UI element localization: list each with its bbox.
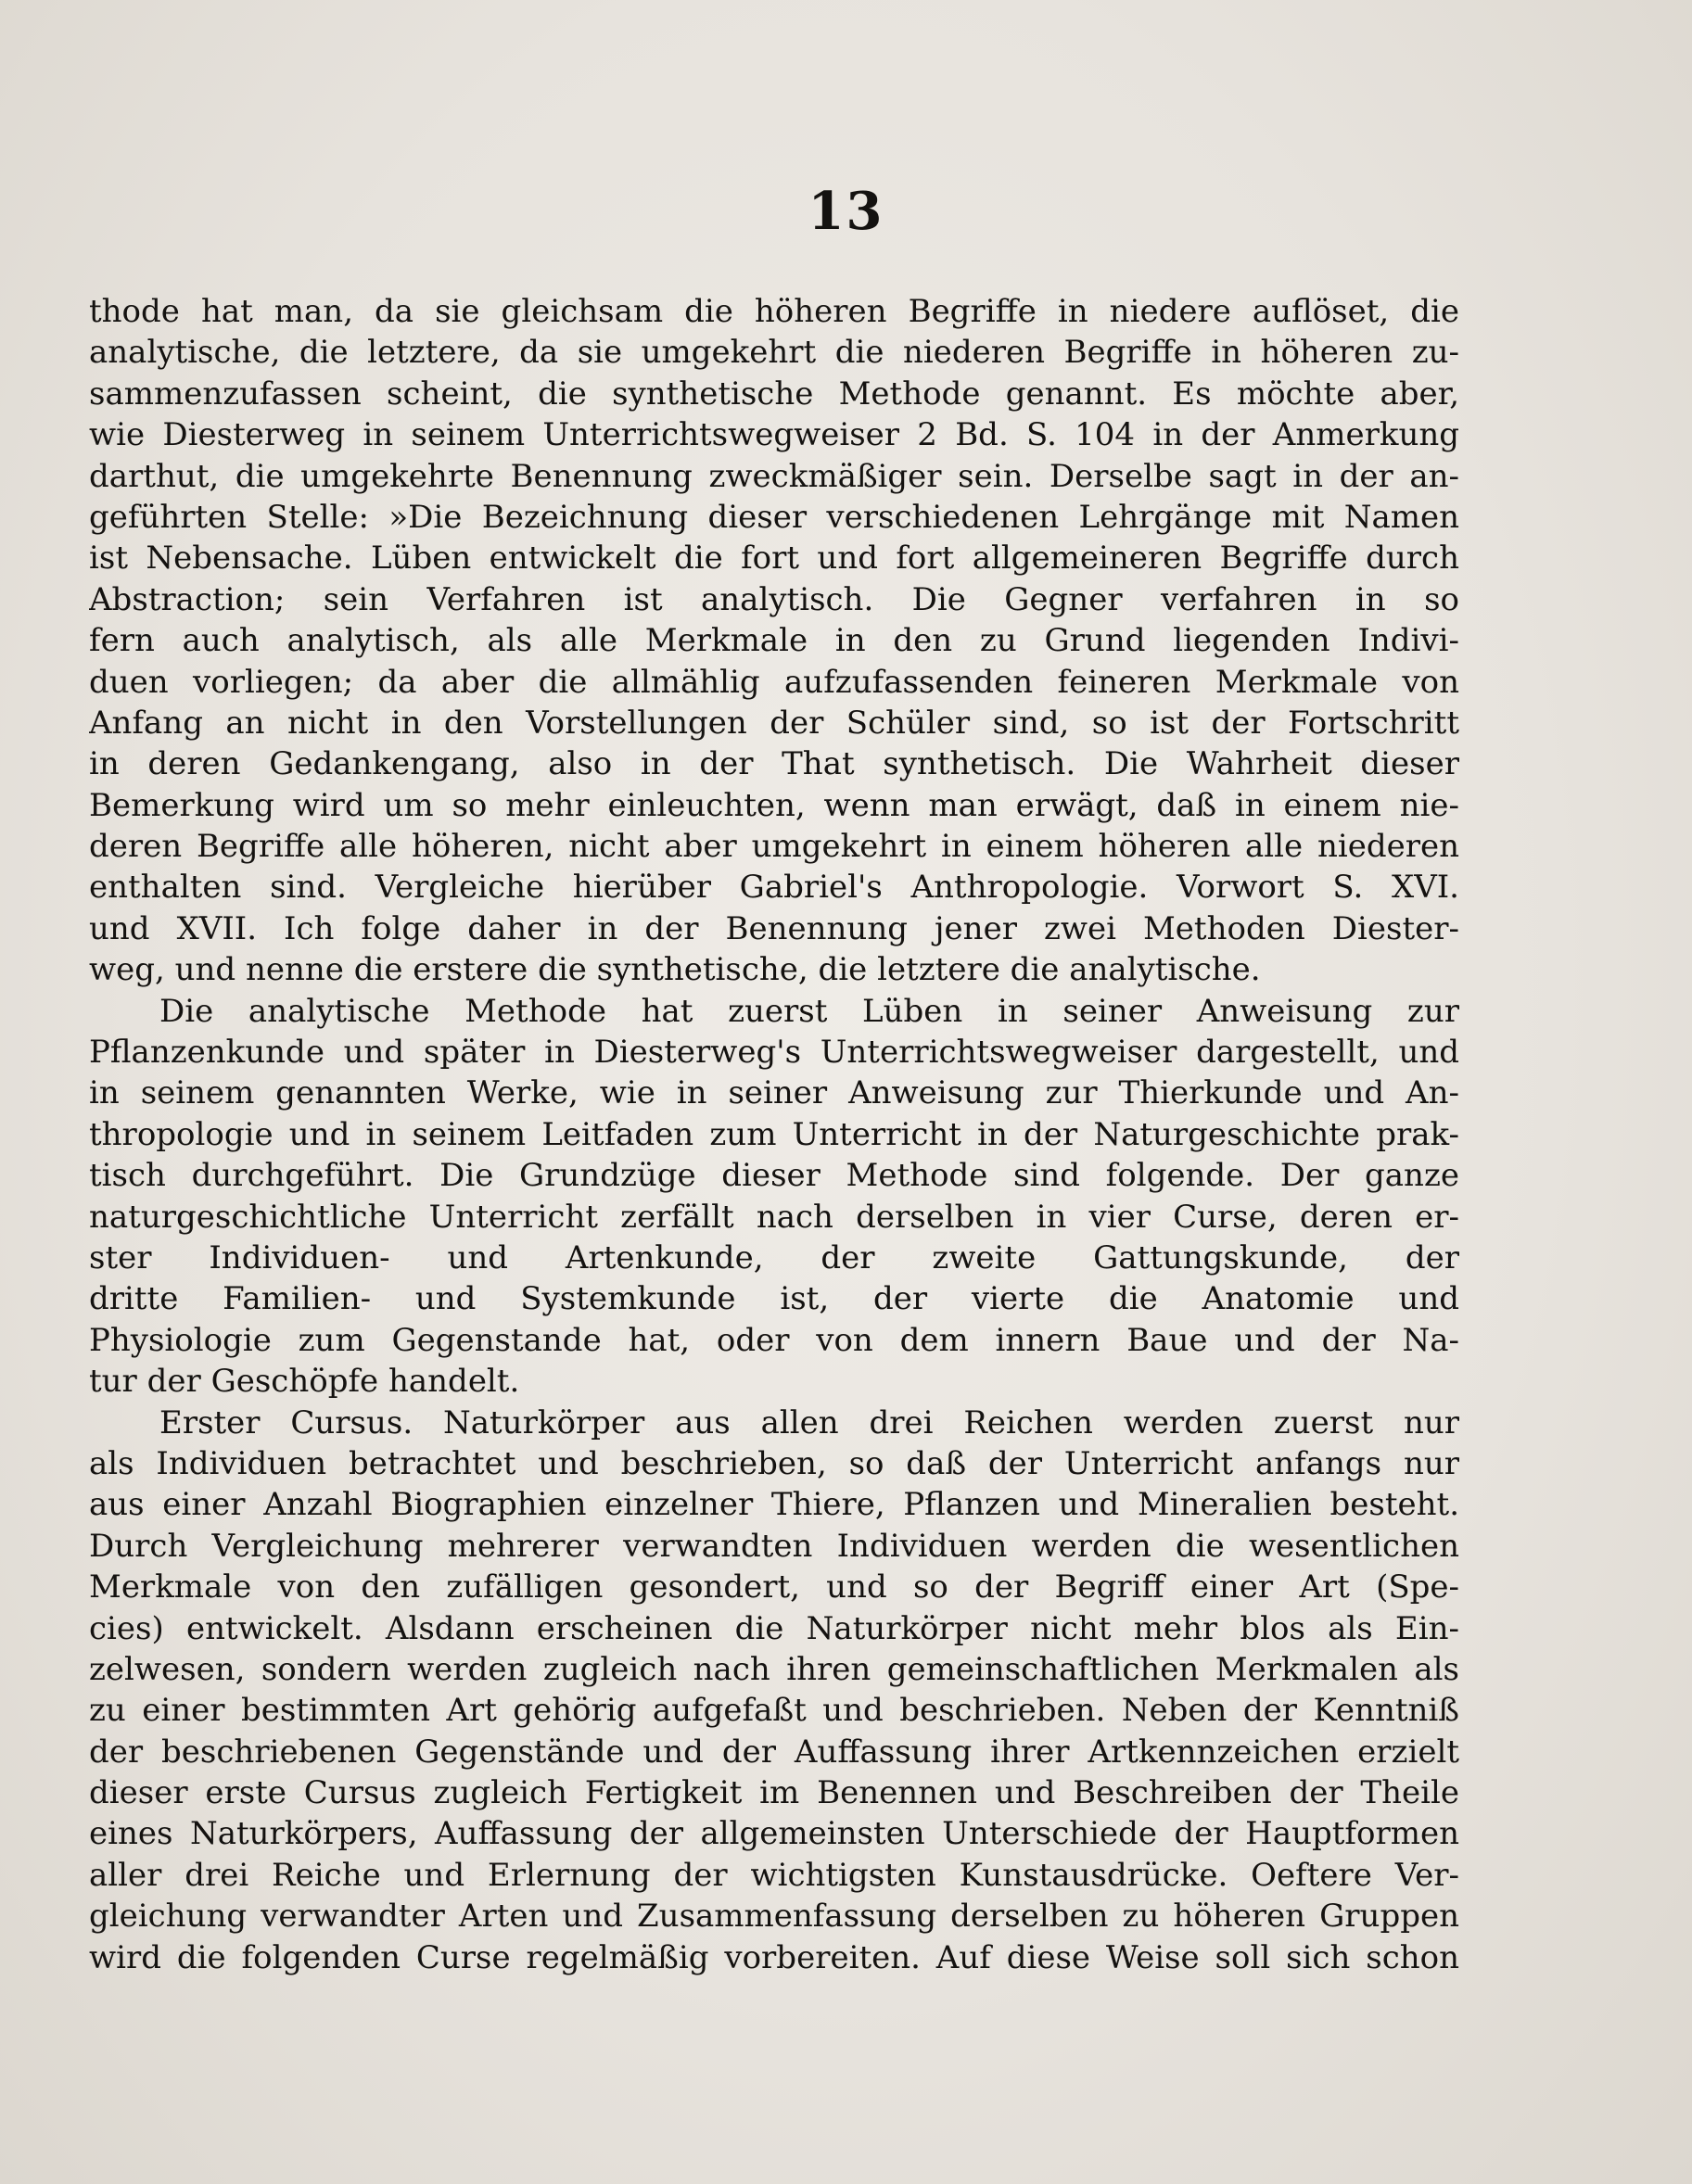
- text-line: wie Diesterweg in seinem Unterrichtswegweiser 2 Bd. S. 104 in der Anmerkung: [89, 416, 1459, 454]
- text-line: dieser erste Cursus zugleich Fertigkeit im Benennen und Beschreiben der Theile: [89, 1774, 1459, 1812]
- text-line: deren Begriffe alle höheren, nicht aber umgekehrt in einem höheren alle niederen: [89, 828, 1459, 866]
- text-line: Merkmale von den zufälligen gesondert, und so der Begriff einer Art (Spe-: [89, 1568, 1459, 1606]
- text-line: aller drei Reiche und Erlernung der wichtigsten Kunstausdrücke. Oeftere Ver-: [89, 1856, 1459, 1894]
- text-line: Abstraction; sein Verfahren ist analytisch. Die Gegner verfahren in so: [89, 580, 1459, 618]
- text-line: Physiologie zum Gegenstande hat, oder von dem innern Baue und der Na-: [89, 1321, 1459, 1359]
- text-line: ster Individuen- und Artenkunde, der zweite Gattungskunde, der: [89, 1238, 1459, 1276]
- text-line: dritte Familien- und Systemkunde ist, der vierte die Anatomie und: [89, 1280, 1459, 1318]
- text-line: enthalten sind. Vergleiche hierüber Gabriel's Anthropologie. Vorwort S. XVI.: [89, 869, 1459, 907]
- text-line: weg, und nenne die erstere die synthetische, die letztere die analytische.: [89, 951, 1261, 989]
- text-line: sammenzufassen scheint, die synthetische Methode genannt. Es möchte aber,: [89, 375, 1459, 413]
- text-line: thropologie und in seinem Leitfaden zum Unterricht in der Naturgeschichte prak-: [89, 1115, 1459, 1153]
- text-line: Erster Cursus. Naturkörper aus allen drei Reichen werden zuerst nur: [159, 1403, 1459, 1441]
- text-line: Pflanzenkunde und später in Diesterweg's Unterrichtswegweiser dargestellt, und: [89, 1034, 1459, 1072]
- text-line: duen vorliegen; da aber die allmählig aufzufassenden feineren Merkmale von: [89, 663, 1459, 701]
- text-line: gleichung verwandter Arten und Zusammenfassung derselben zu höheren Gruppen: [89, 1898, 1459, 1936]
- text-line: der beschriebenen Gegenstände und der Auffassung ihrer Artkennzeichen erzielt: [89, 1733, 1459, 1771]
- text-line: in seinem genannten Werke, wie in seiner Anweisung zur Thierkunde und An-: [89, 1074, 1459, 1112]
- text-line: thode hat man, da sie gleichsam die höheren Begriffe in niedere auflöset, die: [89, 293, 1459, 330]
- text-line: zu einer bestimmten Art gehörig aufgefaßt und beschrieben. Neben der Kenntniß: [89, 1692, 1459, 1730]
- text-line: tisch durchgeführt. Die Grundzüge dieser Methode sind folgende. Der ganze: [89, 1157, 1459, 1195]
- text-line: Die analytische Methode hat zuerst Lüben in seiner Anweisung zur: [159, 992, 1459, 1030]
- text-line: aus einer Anzahl Biographien einzelner Thiere, Pflanzen und Mineralien besteht.: [89, 1486, 1459, 1524]
- text-line: cies) entwickelt. Alsdann erscheinen die Naturkörper nicht mehr blos als Ein-: [89, 1609, 1459, 1647]
- text-line: in deren Gedankengang, also in der That synthetisch. Die Wahrheit dieser: [89, 745, 1459, 783]
- text-line: analytische, die letztere, da sie umgekehrt die niederen Begriffe in höheren zu-: [89, 334, 1459, 372]
- text-line: darthut, die umgekehrte Benennung zweckmäßiger sein. Derselbe sagt in der an-: [89, 457, 1459, 495]
- page-number: 13: [808, 181, 884, 242]
- text-line: Durch Vergleichung mehrerer verwandten Individuen werden die wesentlichen: [89, 1527, 1459, 1565]
- text-line: Bemerkung wird um so mehr einleuchten, wenn man erwägt, daß in einem nie-: [89, 786, 1459, 824]
- text-line: geführten Stelle: »Die Bezeichnung dieser verschiedenen Lehrgänge mit Namen: [89, 498, 1459, 536]
- text-line: zelwesen, sondern werden zugleich nach ihren gemeinschaftlichen Merkmalen als: [89, 1650, 1459, 1688]
- text-line: und XVII. Ich folge daher in der Benennung jener zwei Methoden Diester-: [89, 909, 1459, 947]
- text-line: Anfang an nicht in den Vorstellungen der Schüler sind, so ist der Fortschritt: [89, 704, 1459, 742]
- text-line: fern auch analytisch, als alle Merkmale in den zu Grund liegenden Indivi-: [89, 622, 1459, 660]
- text-line: tur der Geschöpfe handelt.: [89, 1363, 520, 1401]
- text-line: eines Naturkörpers, Auffassung der allgemeinsten Unterschiede der Hauptformen: [89, 1815, 1459, 1853]
- text-line: wird die folgenden Curse regelmäßig vorbereiten. Auf diese Weise soll sich schon: [89, 1938, 1459, 1976]
- text-line: als Individuen betrachtet und beschrieben, so daß der Unterricht anfangs nur: [89, 1444, 1459, 1482]
- body-text: [89, 291, 1459, 1978]
- text-line: naturgeschichtliche Unterricht zerfällt nach derselben in vier Curse, deren er-: [89, 1198, 1459, 1236]
- text-line: ist Nebensache. Lüben entwickelt die fort und fort allgemeineren Begriffe durch: [89, 540, 1459, 578]
